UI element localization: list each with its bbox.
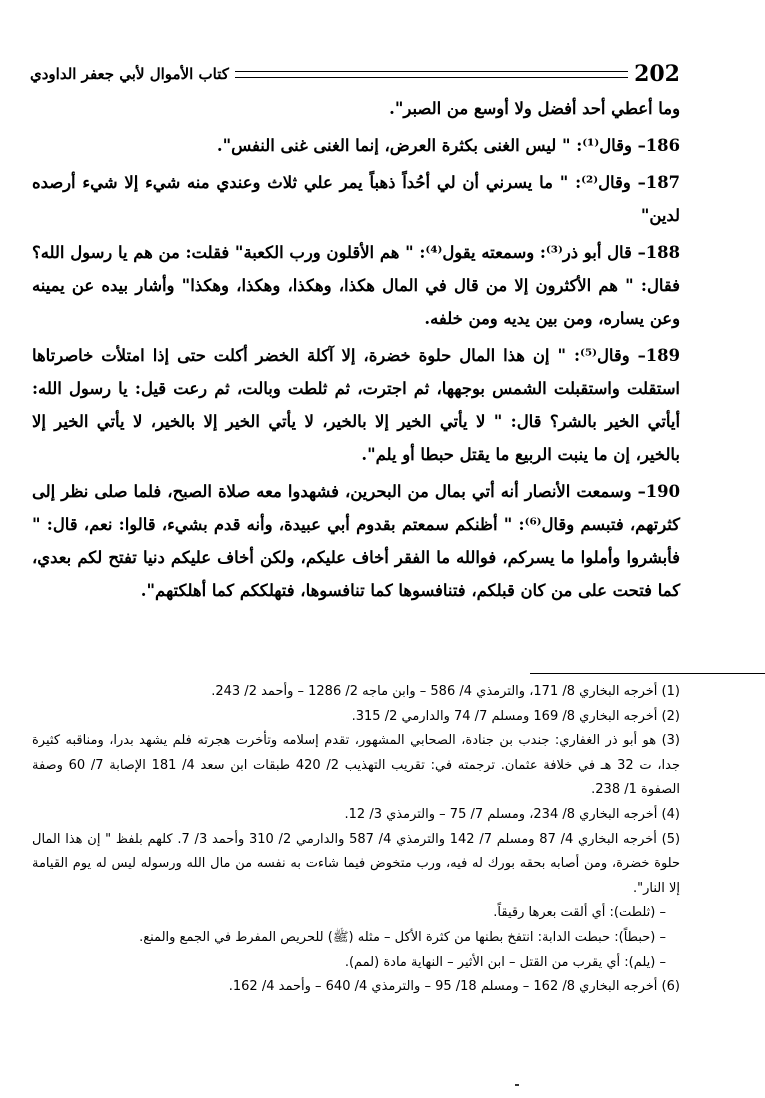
footnote-4: (4) أخرجه البخاري 8/ 234، ومسلم 7/ 75 – والترمذي 3/ 12. bbox=[344, 806, 680, 822]
footnotes bbox=[32, 680, 680, 1000]
paragraph-continuation: وما أعطي أحد أفضل ولا أوسع من الصبر". bbox=[389, 99, 680, 118]
footnote-1: (1) أخرجه البخاري 8/ 171، والترمذي 4/ 586 – وابن ماجه 2/ 1286 – وأحمد 2/ 243. bbox=[211, 684, 680, 699]
book-title: كتاب الأموال لأبي جعفر الداودي bbox=[30, 65, 229, 83]
footnote-5-gloss-thalatat: – (ثلطت): أي ألقت بعرها رقيقاً. bbox=[493, 905, 666, 921]
page-mark bbox=[515, 1084, 519, 1086]
footnote-separator bbox=[530, 673, 765, 674]
footnote-6: (6) أخرجه البخاري 8/ 162 – ومسلم 18/ 95 – والترمذي 4/ 640 – وأحمد 4/ 162. bbox=[228, 979, 680, 995]
paragraph-188: 188– قال أبو ذر⁽³⁾: وسمعته يقول⁽⁴⁾: " هم الأقلون ورب الكعبة" فقلت: من هم يا رسول الله؟ فقال: " هم الأكثرون إلا من قال في المال هكذا، وهكذا، وهكذا، وهكذا" وأشار بيده عن يمينه وعن يساره، ومن بين يديه ومن خلفه. bbox=[32, 243, 680, 328]
footnote-5-gloss-habatan: – (حبطاً): حبطت الدابة: انتفخ بطنها من كثرة الأكل – مثله (ﷺ) للحريص المفرط في الجمع والمنع. bbox=[139, 929, 666, 945]
page-header bbox=[30, 58, 680, 90]
paragraph-187: 187– وقال⁽²⁾: " ما يسرني أن لي أحُداً ذهباً يمر علي ثلاث وعندي منه شيء إلا شيء أرصده لدين" bbox=[32, 173, 681, 225]
footnote-5-gloss-yalim: – (يلم): أي يقرب من القتل – ابن الأثير – النهاية مادة (لمم). bbox=[344, 954, 666, 970]
header-rule bbox=[235, 71, 628, 78]
page-number: 202 bbox=[634, 61, 680, 87]
paragraph-186: 186– وقال⁽¹⁾: " ليس الغنى بكثرة العرض، إنما الغنى غنى النفس". bbox=[216, 136, 680, 155]
footnote-2: (2) أخرجه البخاري 8/ 169 ومسلم 7/ 74 والدارمي 2/ 315. bbox=[351, 708, 680, 724]
footnote-5: (5) أخرجه البخاري 4/ 87 ومسلم 7/ 142 والترمذي 4/ 587 والدارمي 2/ 310 وأحمد 3/ 7. كلهم بلفظ " إن هذا المال حلوة خضرة، ومن أصابه بحقه بورك له فيه، ورب متخوض فيما شاءت به نفسه من مال الله ورسوله ليس له يوم القيامة إلا النار". bbox=[32, 831, 681, 896]
footnote-3: (3) هو أبو ذر الغفاري: جندب بن جنادة، الصحابي المشهور، تقدم إسلامه وتأخرت هجرته فلم يشهد بدرا، ومناقبه كثيرة جدا، ت 32 هـ في خلافة عثمان. ترجمته في: تقريب التهذيب 2/ 420 طبقات ابن سعد 4/ 181 الإصابة 7/ 60 وصفة الصفوة 1/ 238. bbox=[32, 733, 681, 798]
paragraph-190: 190– وسمعت الأنصار أنه أتي بمال من البحرين، فشهدوا معه صلاة الصبح، فلما صلى نظر إلى كثرتهم، فتبسم وقال⁽⁶⁾: " أظنكم سمعتم بقدوم أبي عبيدة، وأنه قدم بشيء، قالوا: نعم، قال: " فأبشروا وأملوا ما يسركم، فوالله ما الفقر أخاف عليكم، ولكن أخاف عليكم دنيا تفتح لكم بعدي، كما فتحت على من كان قبلكم، فتنافسوها كما تنافسوها، فتهلككم كما أهلكتهم". bbox=[32, 482, 680, 600]
main-text bbox=[32, 92, 680, 611]
paragraph-189: 189– وقال⁽⁵⁾: " إن هذا المال حلوة خضرة، إلا آكلة الخضر أكلت حتى إذا امتلأت خاصرتاها استقلت واستقبلت الشمس بوجهها، ثم اجترت، ثم ثلطت وبالت، ثم رعت قيل: يا رسول الله: أيأتي الخير بالشر؟ قال: " لا يأتي الخير إلا بالخير، لا يأتي الخير إلا بالخير، لا يأتي الخير إلا بالخير، إن ما ينبت الربيع ما يقتل حبطا أو يلم". bbox=[32, 346, 680, 464]
